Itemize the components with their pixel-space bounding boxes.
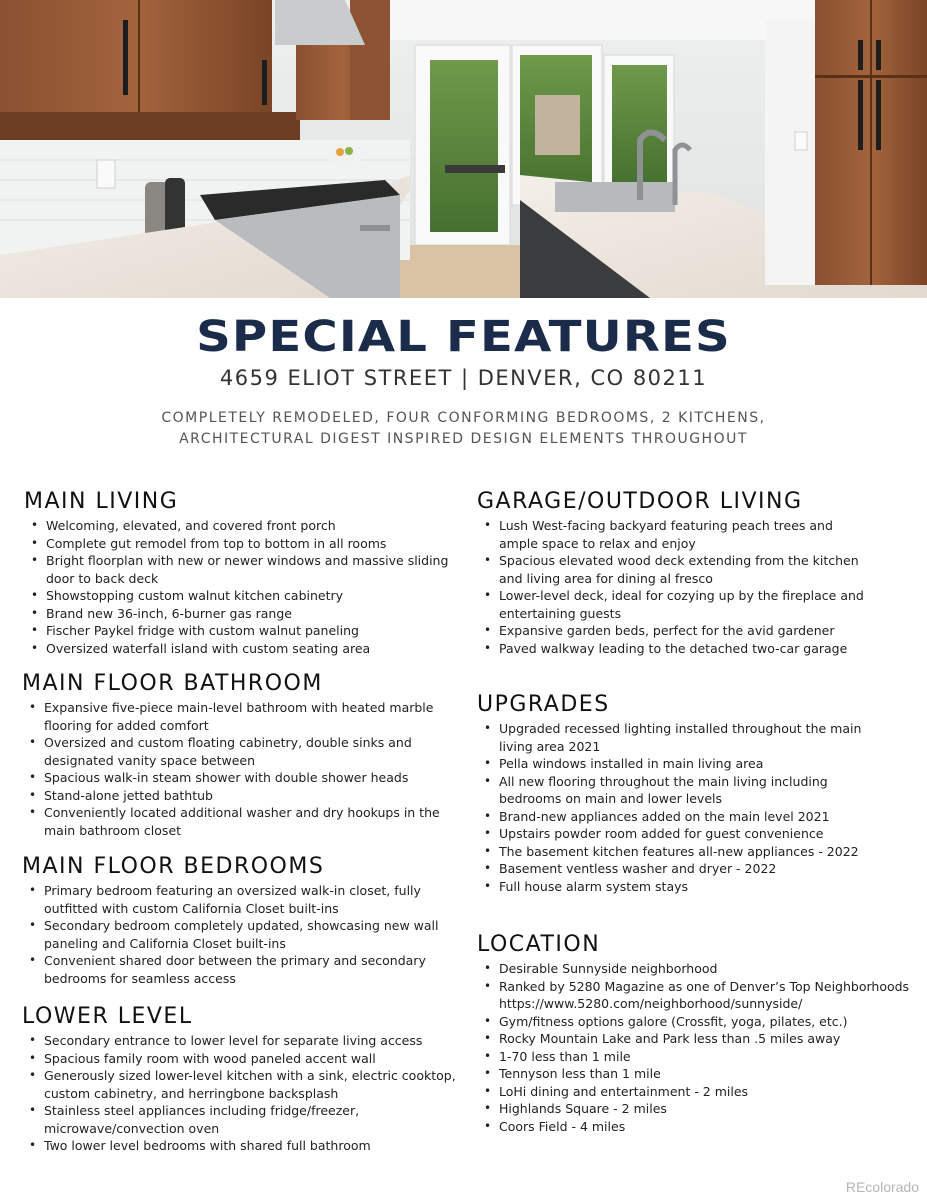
feature-item-line: door to back deck (46, 570, 159, 586)
feature-item-line: • Spacious elevated wood deck extending from the kitchen (499, 553, 859, 568)
feature-item-line: flooring for added comfort (44, 717, 209, 733)
feature-item-line: • Full house alarm system stays (499, 878, 689, 894)
feature-item-line: • Showstopping custom walnut kitchen cabinetry (46, 588, 344, 603)
section-main-floor-bathroom (22, 671, 462, 839)
section-heading: GARAGE/OUTDOOR LIVING (477, 489, 803, 514)
feature-item (499, 720, 917, 755)
feature-item-line: custom cabinetry, and herringbone backsplash (44, 1085, 339, 1101)
feature-item-line: ample space to relax and enjoy (499, 535, 696, 551)
feature-item (499, 552, 917, 587)
feature-item (499, 773, 917, 808)
feature-item (44, 769, 462, 787)
feature-item (499, 1083, 917, 1101)
feature-item-line: bedrooms for seamless access (44, 970, 236, 986)
feature-item-line: • Secondary entrance to lower level for separate living access (44, 1033, 423, 1048)
feature-item (499, 808, 917, 826)
feature-item (46, 535, 464, 553)
feature-item-line: • The basement kitchen features all-new appliances - 2022 (499, 843, 859, 859)
feature-item (499, 755, 917, 773)
section-heading: UPGRADES (477, 692, 610, 717)
feature-item (499, 1030, 917, 1048)
feature-list (477, 517, 917, 657)
feature-item-line: outfitted with custom California Closet built-ins (44, 900, 339, 916)
feature-item-line: • Welcoming, elevated, and covered front porch (46, 518, 336, 533)
feature-item-line: • Upstairs powder room added for guest convenience (499, 826, 824, 841)
section-main-floor-bedrooms (22, 854, 462, 987)
feature-item-line: • Tennyson less than 1 mile (499, 1066, 661, 1081)
feature-item (46, 587, 464, 605)
feature-item-line: • Conveniently located additional washer and dry hookups in the (44, 805, 440, 820)
feature-item-line: • Primary bedroom featuring an oversized walk-in closet, fully (44, 883, 421, 898)
section-lower-level (22, 1004, 462, 1155)
tagline (0, 408, 927, 450)
feature-item (499, 960, 917, 978)
feature-item-line: • Brand-new appliances added on the main level 2021 (499, 808, 830, 824)
feature-list (477, 720, 917, 895)
feature-item (44, 787, 462, 805)
feature-item (46, 517, 464, 535)
feature-item (499, 587, 917, 622)
feature-list (22, 1032, 462, 1155)
feature-list (477, 960, 917, 1135)
section-location (477, 932, 917, 1135)
feature-item-line: • Generously sized lower-level kitchen with a sink, electric cooktop, (44, 1068, 456, 1083)
feature-item (499, 640, 917, 658)
feature-list (22, 882, 462, 987)
feature-item-line: • Brand new 36-inch, 6-burner gas range (46, 605, 292, 621)
feature-item-line: • Two lower level bedrooms with shared full bathroom (44, 1138, 371, 1153)
feature-item-line: • LoHi dining and entertainment - 2 miles (499, 1083, 749, 1099)
feature-item-line: • Lower-level deck, ideal for cozying up by the fireplace and (499, 588, 864, 603)
feature-item-line: designated vanity space between (44, 752, 256, 768)
feature-item (499, 1013, 917, 1031)
page-title: SPECIAL FEATURES (196, 312, 731, 362)
feature-item-line: • Spacious walk-in steam shower with double shower heads (44, 770, 409, 785)
feature-item-line: and living area for dining al fresco (499, 570, 713, 586)
feature-item (499, 622, 917, 640)
feature-item (499, 978, 917, 1013)
feature-item-line: • Basement ventless washer and dryer - 2022 (499, 861, 777, 876)
tagline-line: ARCHITECTURAL DIGEST INSPIRED DESIGN ELEMENTS THROUGHOUT (179, 431, 748, 447)
feature-item (44, 1137, 462, 1155)
feature-item-line: • Bright floorplan with new or newer windows and massive sliding (46, 553, 449, 568)
feature-item-line: • Fischer Paykel fridge with custom walnut paneling (46, 623, 359, 638)
feature-item-line: • Rocky Mountain Lake and Park less than .5 miles away (499, 1031, 841, 1046)
feature-item-line: paneling and California Closet built-ins (44, 935, 286, 951)
section-heading: MAIN FLOOR BEDROOMS (22, 854, 325, 879)
section-heading: LOWER LEVEL (22, 1004, 193, 1029)
feature-item-line: • Highlands Square - 2 miles (499, 1101, 667, 1116)
tagline-line: COMPLETELY REMODELED, FOUR CONFORMING BEDROOMS, 2 KITCHENS, (161, 410, 766, 426)
feature-item-line: • Gym/fitness options galore (Crossfit, yoga, pilates, etc.) (499, 1013, 848, 1029)
section-heading: MAIN LIVING (24, 489, 179, 514)
feature-item (46, 552, 464, 587)
feature-item (499, 1065, 917, 1083)
feature-item-line: • Spacious family room with wood paneled accent wall (44, 1050, 376, 1066)
feature-item (44, 882, 462, 917)
section-main-living (24, 489, 464, 657)
feature-item-line: microwave/convection oven (44, 1120, 220, 1136)
feature-item-line: • Secondary bedroom completely updated, showcasing new wall (44, 918, 439, 933)
feature-item-line: • Coors Field - 4 miles (499, 1118, 626, 1134)
feature-item (499, 1048, 917, 1066)
feature-item-line: main bathroom closet (44, 822, 182, 838)
feature-item-line: bedrooms on main and lower levels (499, 791, 723, 806)
feature-list (24, 517, 464, 657)
feature-item (46, 605, 464, 623)
feature-item-line: • Stand-alone jetted bathtub (44, 787, 213, 803)
feature-item-line: • All new flooring throughout the main living including (499, 773, 828, 789)
feature-item (499, 825, 917, 843)
feature-item-line: • Oversized and custom floating cabinetry, double sinks and (44, 735, 412, 750)
feature-item-line: entertaining guests (499, 605, 622, 621)
feature-item (44, 1050, 462, 1068)
section-heading: LOCATION (477, 932, 601, 957)
feature-item (44, 1032, 462, 1050)
feature-item (44, 734, 462, 769)
feature-item (499, 517, 917, 552)
feature-item (44, 1102, 462, 1137)
feature-item (44, 917, 462, 952)
feature-list (22, 699, 462, 839)
feature-item-line: • Ranked by 5280 Magazine as one of Denver’s Top Neighborhoods (499, 978, 910, 994)
section-upgrades (477, 692, 917, 895)
feature-item-line: • Pella windows installed in main living area (499, 756, 764, 771)
feature-item-line: • Expansive five-piece main-level bathroom with heated marble (44, 700, 434, 715)
kitchen-photo (0, 0, 927, 298)
feature-item-line: • Stainless steel appliances including fridge/freezer, (44, 1103, 360, 1118)
feature-item-line: • Oversized waterfall island with custom seating area (46, 640, 371, 656)
feature-item (44, 1067, 462, 1102)
feature-item-line: • 1-70 less than 1 mile (499, 1048, 631, 1064)
feature-item (46, 640, 464, 658)
feature-item-line: • Convenient shared door between the primary and secondary (44, 953, 426, 968)
watermark: REcolorado (845, 1179, 919, 1195)
section-garage-outdoor-living (477, 489, 917, 657)
feature-item (46, 622, 464, 640)
feature-item (44, 952, 462, 987)
feature-item-line: • Expansive garden beds, perfect for the avid gardener (499, 623, 835, 638)
feature-item-line: https://www.5280.com/neighborhood/sunnyside/ (499, 996, 803, 1011)
feature-item (44, 699, 462, 734)
property-address: 4659 ELIOT STREET | DENVER, CO 80211 (219, 366, 708, 390)
feature-item-line: • Paved walkway leading to the detached two-car garage (499, 640, 848, 656)
feature-item-line: • Lush West-facing backyard featuring peach trees and (499, 518, 833, 533)
feature-item (499, 1118, 917, 1136)
feature-item-line: living area 2021 (499, 738, 601, 754)
section-heading: MAIN FLOOR BATHROOM (22, 671, 323, 696)
feature-item (499, 843, 917, 861)
feature-item (44, 804, 462, 839)
feature-item-line: • Desirable Sunnyside neighborhood (499, 961, 718, 976)
feature-item (499, 878, 917, 896)
feature-item (499, 860, 917, 878)
feature-item (499, 1100, 917, 1118)
feature-item-line: • Complete gut remodel from top to bottom in all rooms (46, 535, 387, 551)
feature-item-line: • Upgraded recessed lighting installed throughout the main (499, 721, 862, 736)
